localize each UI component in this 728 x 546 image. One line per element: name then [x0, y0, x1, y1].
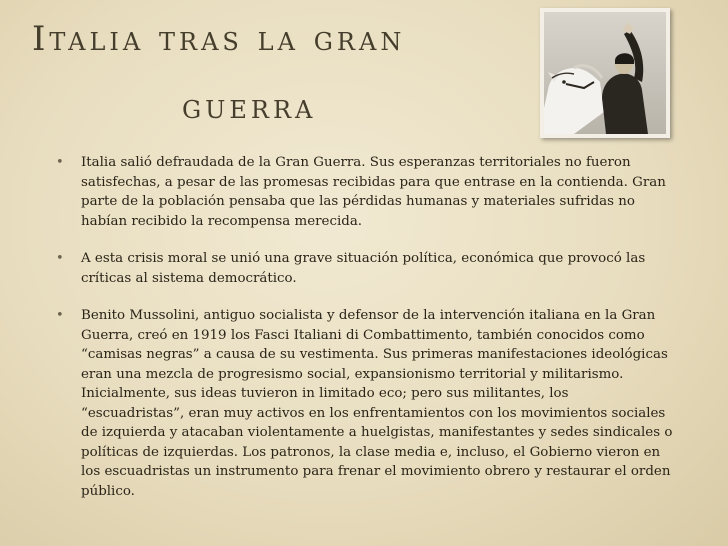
mussolini-on-horse-photo [540, 8, 670, 138]
bullet-text: A esta crisis moral se unió una grave situación política, económica que provocó las críticas al sistema democrático. [81, 251, 646, 286]
title-line-2: guerra [182, 87, 317, 127]
bullet-item [54, 306, 674, 501]
bullet-text: Benito Mussolini, antiguo socialista y defensor de la intervención italiana en la Gran Guerra, creó en 1919 los Fasci Italiani di Combattimento, también conocidos como “camisas negras” a causa de su vestimenta. Sus primeras manifestaciones ideológicas eran una mezcla de progresismo social, expansionismo territorial y militarismo. Inicialmente, sus ideas tuvieron in limitado eco; pero sus militantes, los “escuadristas”, eran muy activos en los enfrentamientos con los movimientos sociales de izquierda y atacaban violentamente a huelgistas, manifestantes y sedes sindicales o políticas de izquierdas. Los patronos, la clase media e, incluso, el Gobierno vieron en los escuadristas un instrumento para frenar el movimiento obrero y restaurar el orden público. [81, 308, 673, 499]
bullet-item [54, 153, 674, 231]
bullet-marker: • [56, 155, 64, 170]
photo-illustration [544, 12, 666, 134]
title-line-1: Italia tras la gran [32, 19, 406, 59]
bullet-marker: • [56, 251, 64, 266]
bullet-list [54, 153, 674, 519]
bullet-marker: • [56, 308, 64, 323]
bullet-text: Italia salió defraudada de la Gran Guerra. Sus esperanzas territoriales no fueron satisfechas, a pesar de las promesas recibidas para que entrase en la contienda. Gran parte de la población pensaba que las pérdidas humanas y materiales sufridas no habían recibido la recompensa merecida. [81, 155, 666, 229]
bullet-item [54, 249, 674, 288]
